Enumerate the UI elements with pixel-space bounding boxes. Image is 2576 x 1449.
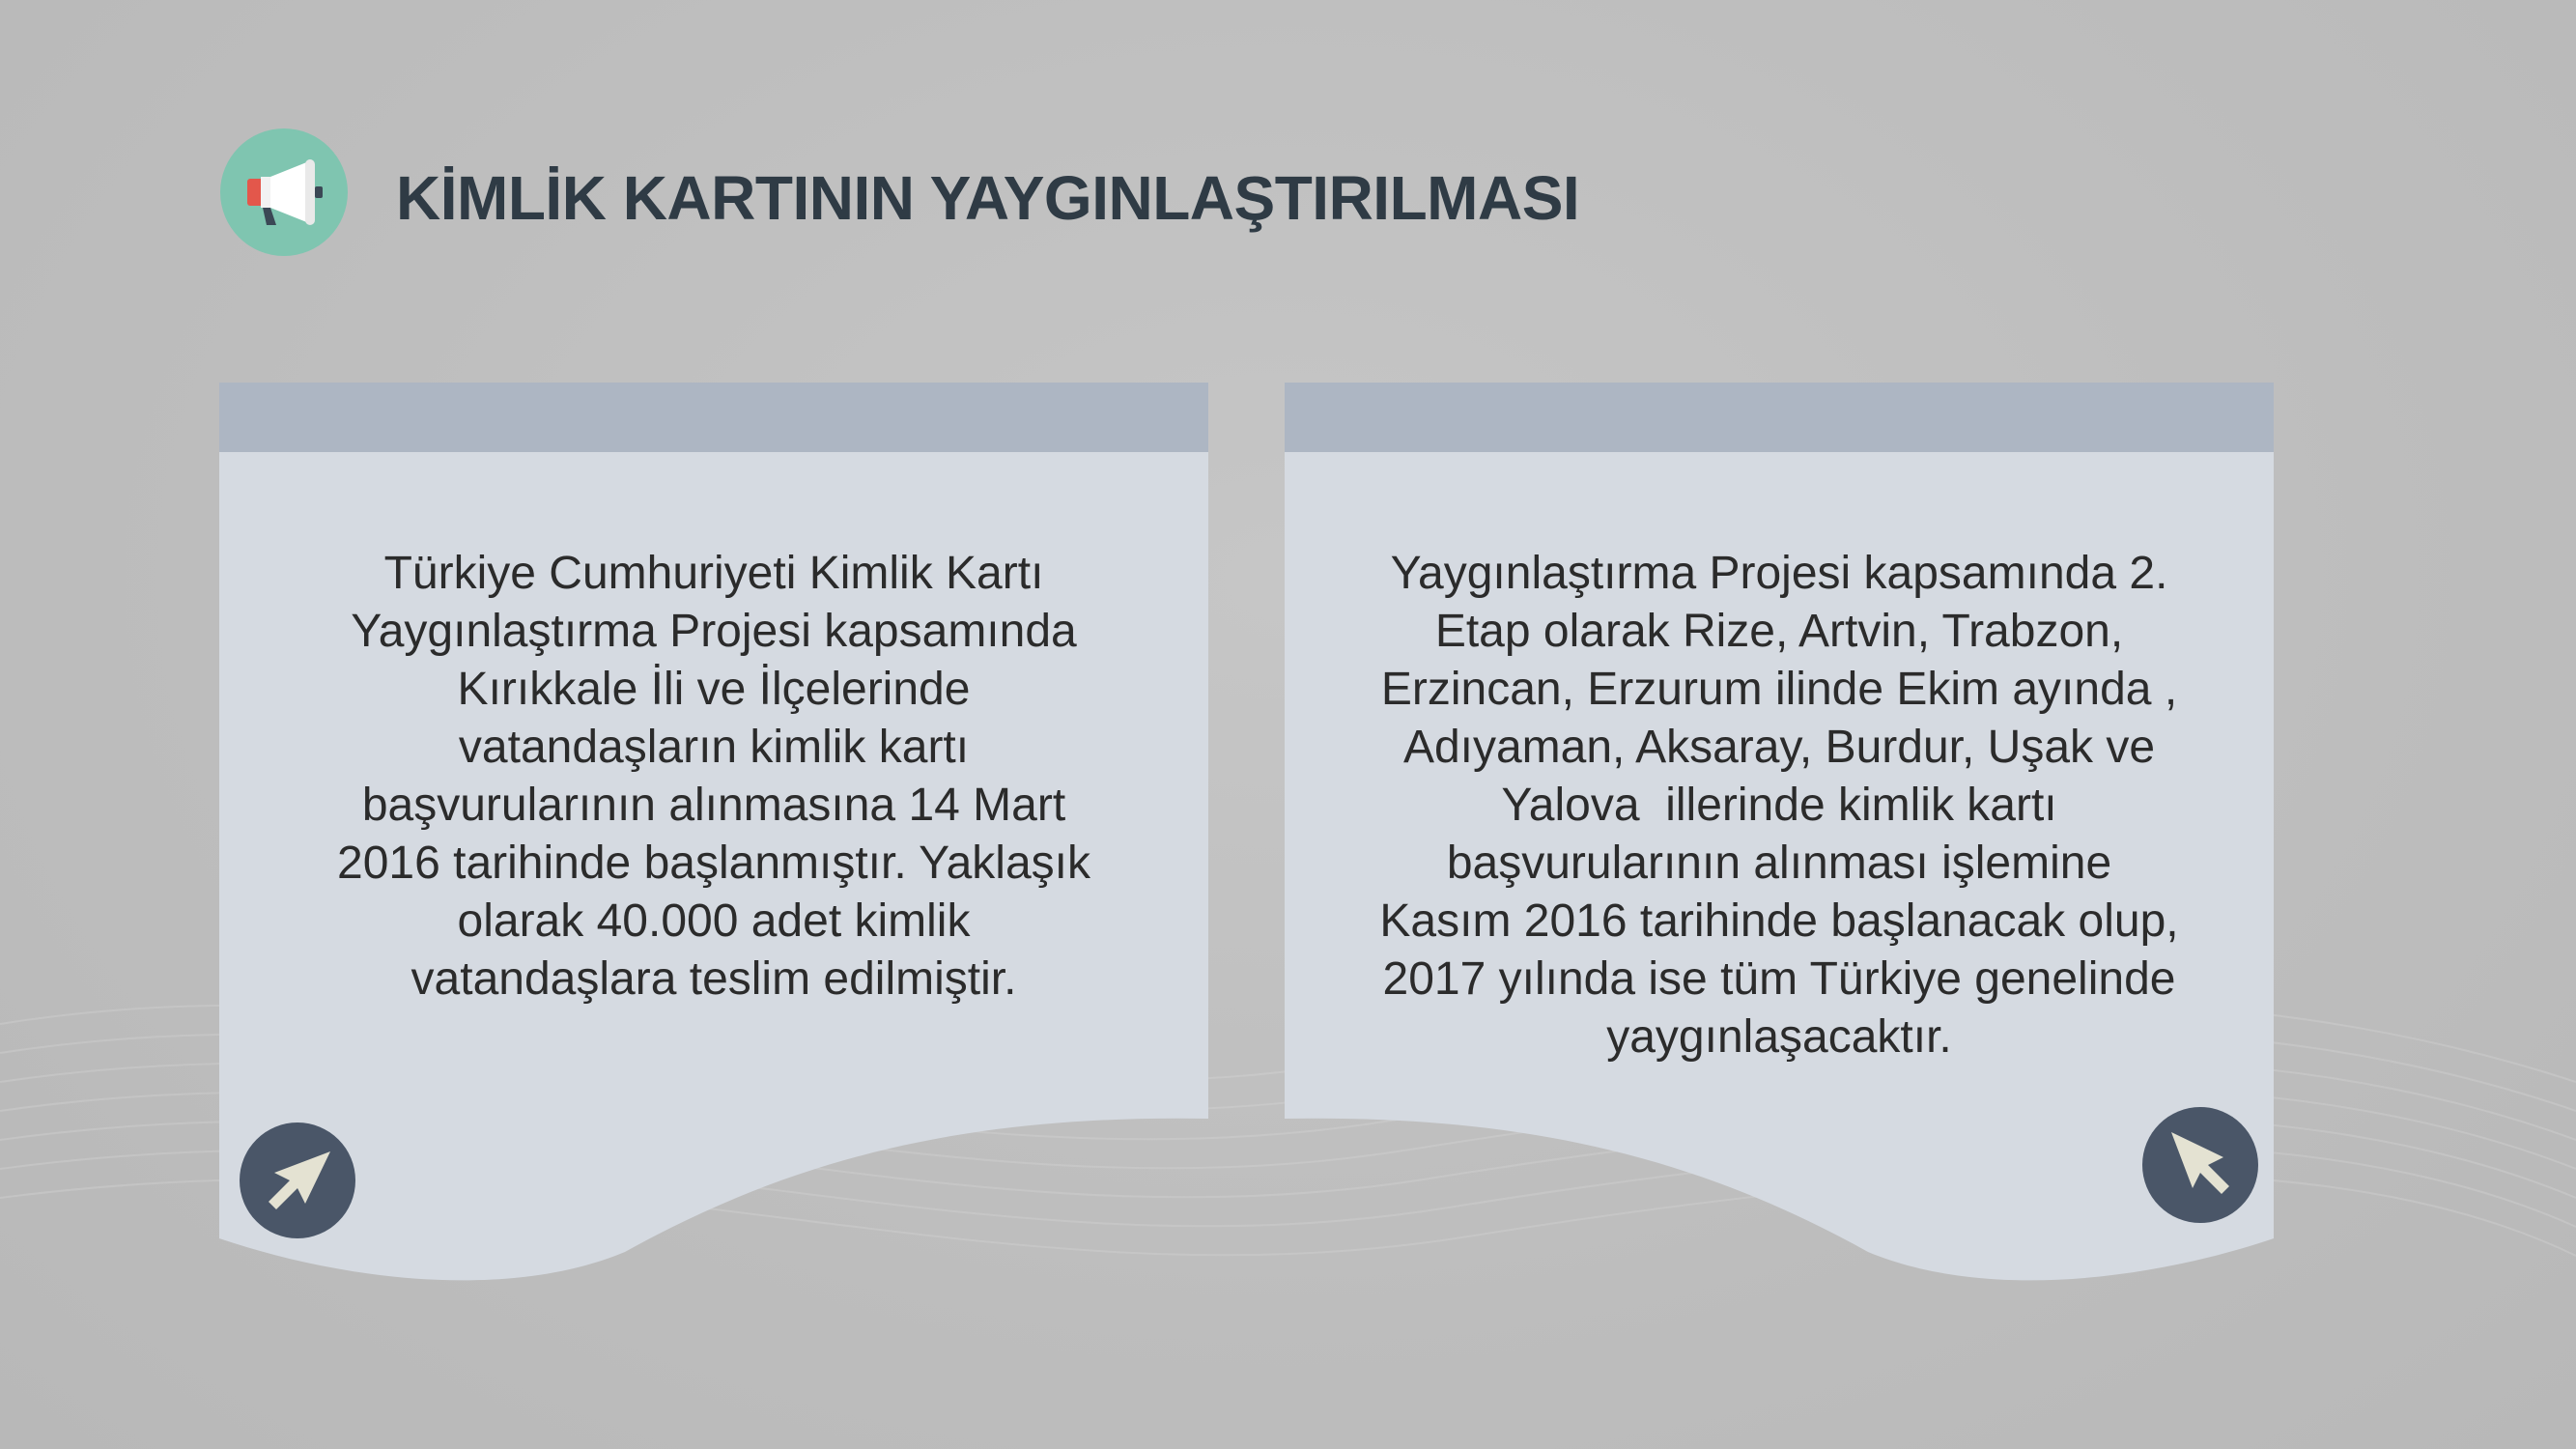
- card-line: başvurularının alınmasına 14 Mart: [361, 780, 1066, 831]
- card-line: Etap olarak Rize, Artvin, Trabzon,: [1434, 606, 2124, 657]
- card-line: Yalova illerinde kimlik kartı: [1501, 780, 2057, 831]
- card-line: başvurularının alınması işlemine: [1446, 838, 2112, 889]
- card-line: 2017 yılında ise tüm Türkiye genelinde: [1382, 953, 2176, 1005]
- card-line: Yaygınlaştırma Projesi kapsamında: [351, 606, 1077, 657]
- card-line: Yaygınlaştırma Projesi kapsamında 2.: [1390, 548, 2168, 599]
- card-line: Erzincan, Erzurum ilinde Ekim ayında ,: [1380, 664, 2178, 715]
- card-line: vatandaşların kimlik kartı: [458, 722, 970, 773]
- page-title: KİMLİK KARTININ YAYGINLAŞTIRILMASI: [396, 163, 1580, 233]
- cursor-button[interactable]: [240, 1122, 355, 1238]
- card-line: vatandaşlara teslim edilmiştir.: [410, 953, 1017, 1005]
- info-card-stage-two: [1285, 383, 2274, 1291]
- card-line: Kasım 2016 tarihinde başlanacak olup,: [1379, 895, 2179, 947]
- cursor-arrow-icon: [2142, 1107, 2258, 1223]
- info-card-kirikkale: [219, 383, 1208, 1291]
- card-line: Adıyaman, Aksaray, Burdur, Uşak ve: [1402, 722, 2156, 773]
- megaphone-icon: [238, 154, 330, 231]
- card-text: [268, 545, 1160, 1009]
- card-line: Kırıkkale İli ve İlçelerinde: [457, 664, 971, 715]
- card-line: Türkiye Cumhuriyeti Kimlik Kartı: [383, 548, 1044, 599]
- card-line: olarak 40.000 adet kimlik: [457, 895, 971, 947]
- cursor-arrow-icon: [240, 1122, 355, 1238]
- card-line: yaygınlaşacaktır.: [1606, 1011, 1952, 1063]
- card-line: 2016 tarihinde başlanmıştır. Yaklaşık: [337, 838, 1090, 889]
- cursor-button[interactable]: [2142, 1107, 2258, 1223]
- card-text: [1333, 545, 2225, 1066]
- megaphone-icon-badge: [220, 128, 348, 256]
